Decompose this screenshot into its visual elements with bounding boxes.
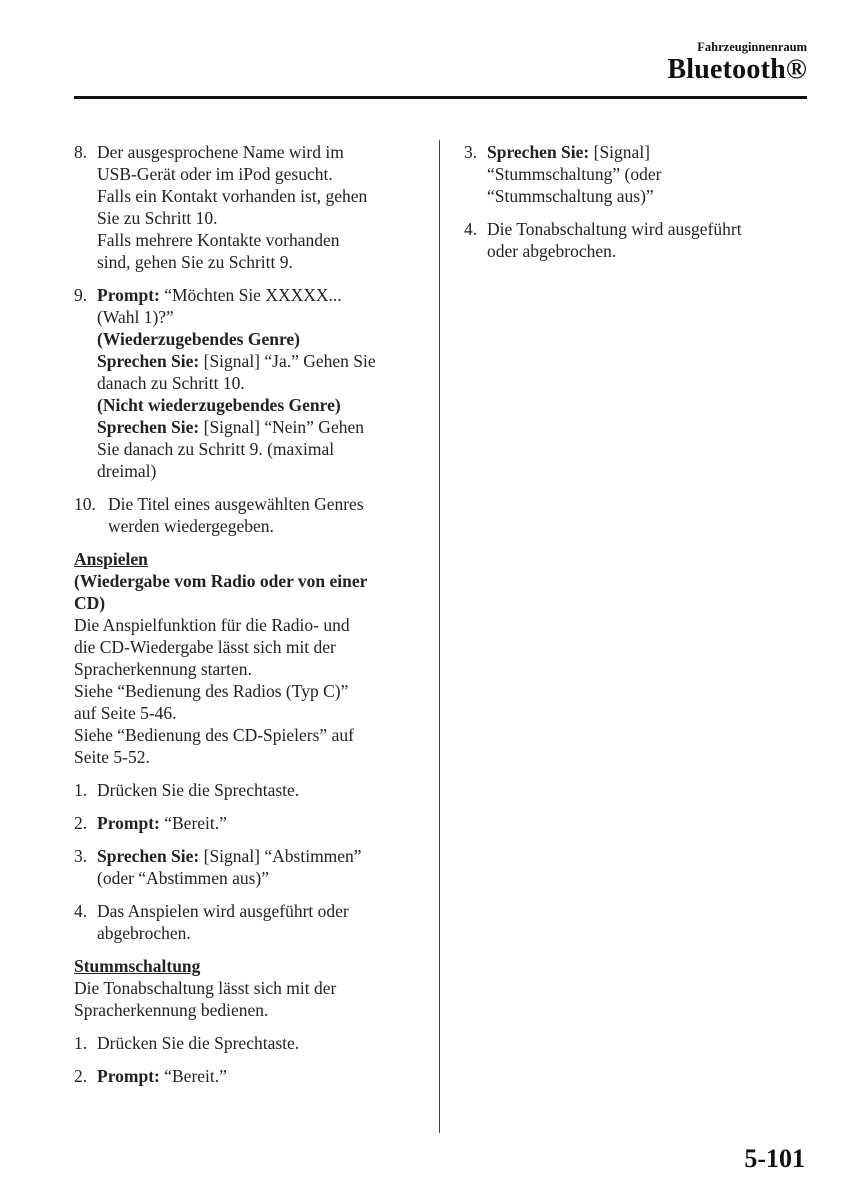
- subheading: (Wiedergabe vom Radio oder von einer: [74, 571, 368, 591]
- speak-text: dreimal): [97, 461, 157, 481]
- page-number: 5-101: [744, 1144, 805, 1173]
- right-column: [464, 141, 814, 273]
- item-text: Die Titel eines ausgewählten Genres: [108, 494, 364, 514]
- item-number: 2.: [74, 1066, 88, 1086]
- speak-label: Sprechen Sie:: [97, 351, 200, 371]
- speak-text: “Stummschaltung aus)”: [487, 186, 654, 206]
- prompt-label: Prompt:: [97, 813, 160, 833]
- item-text: abgebrochen.: [97, 923, 191, 943]
- paragraph-line: die CD-Wiedergabe lässt sich mit der: [74, 637, 336, 657]
- item-number: 2.: [74, 813, 88, 833]
- section-heading-anspielen: Anspielen: [74, 549, 148, 569]
- speak-text: [Signal] “Ja.” Gehen Sie: [199, 351, 376, 371]
- item-number: 10.: [74, 494, 96, 514]
- list-item: [74, 812, 419, 834]
- speak-text: [Signal]: [589, 142, 651, 162]
- paragraph-line: Spracherkennung starten.: [74, 659, 252, 679]
- item-number: 1.: [74, 1033, 88, 1053]
- prompt-text: “Möchten Sie XXXXX...: [159, 285, 342, 305]
- paragraph: [74, 977, 419, 1021]
- page-title: Bluetooth®: [667, 54, 807, 85]
- speak-text: “Stummschaltung” (oder: [487, 164, 662, 184]
- item-number: 3.: [74, 846, 88, 866]
- item-number: 4.: [74, 901, 88, 921]
- speak-label: Sprechen Sie:: [487, 142, 590, 162]
- section-label: Fahrzeuginnenraum: [697, 40, 807, 54]
- section-heading-stummschaltung: Stummschaltung: [74, 956, 201, 976]
- prompt-text: “Bereit.”: [159, 1066, 227, 1086]
- item-text: Drücken Sie die Sprechtaste.: [97, 1033, 300, 1053]
- paragraph-line: Siehe “Bedienung des Radios (Typ C)”: [74, 681, 349, 701]
- item-text: Der ausgesprochene Name wird im: [97, 142, 344, 162]
- list-item: [74, 845, 419, 889]
- paragraph-line: Spracherkennung bedienen.: [74, 1000, 269, 1020]
- item-number: 3.: [464, 142, 478, 162]
- prompt-label: Prompt:: [97, 285, 160, 305]
- item-number: 4.: [464, 219, 478, 239]
- item-text: Drücken Sie die Sprechtaste.: [97, 780, 300, 800]
- list-item: [74, 900, 419, 944]
- speak-text: (oder “Abstimmen aus)”: [97, 868, 270, 888]
- paragraph-line: auf Seite 5-46.: [74, 703, 177, 723]
- item-text: Falls ein Kontakt vorhanden ist, gehen: [97, 186, 368, 206]
- column-divider: [439, 140, 440, 1133]
- item-text: Falls mehrere Kontakte vorhanden: [97, 230, 340, 250]
- list-item: [464, 218, 814, 262]
- item-text: oder abgebrochen.: [487, 241, 617, 261]
- left-column: [74, 141, 419, 1098]
- list-item: [74, 1032, 419, 1054]
- subheading: CD): [74, 593, 106, 613]
- genre-noplay-label: (Nicht wiederzugebendes Genre): [97, 395, 341, 415]
- list-item-9: [74, 284, 419, 482]
- genre-play-label: (Wiederzugebendes Genre): [97, 329, 301, 349]
- list-item-10: [74, 493, 419, 537]
- item-number: 9.: [74, 285, 88, 305]
- paragraph-line: Die Tonabschaltung lässt sich mit der: [74, 978, 337, 998]
- paragraph: [74, 614, 419, 768]
- paragraph-line: Siehe “Bedienung des CD-Spielers” auf: [74, 725, 354, 745]
- item-text: werden wiedergegeben.: [108, 516, 274, 536]
- paragraph-line: Die Anspielfunktion für die Radio- und: [74, 615, 350, 635]
- speak-text: Sie danach zu Schritt 9. (maximal: [97, 439, 335, 459]
- speak-label: Sprechen Sie:: [97, 417, 200, 437]
- speak-text: [Signal] “Nein” Gehen: [199, 417, 364, 437]
- paragraph-line: Seite 5-52.: [74, 747, 150, 767]
- speak-text: danach zu Schritt 10.: [97, 373, 245, 393]
- list-item: [74, 779, 419, 801]
- speak-text: [Signal] “Abstimmen”: [199, 846, 362, 866]
- list-item-8: [74, 141, 419, 273]
- item-text: Das Anspielen wird ausgeführt oder: [97, 901, 349, 921]
- item-text: USB-Gerät oder im iPod gesucht.: [97, 164, 333, 184]
- item-number: 1.: [74, 780, 88, 800]
- item-text: Sie zu Schritt 10.: [97, 208, 218, 228]
- list-item: [74, 1065, 419, 1087]
- item-number: 8.: [74, 142, 88, 162]
- prompt-label: Prompt:: [97, 1066, 160, 1086]
- item-text: Die Tonabschaltung wird ausgeführt: [487, 219, 742, 239]
- speak-label: Sprechen Sie:: [97, 846, 200, 866]
- prompt-text: (Wahl 1)?”: [97, 307, 174, 327]
- header-rule: [74, 96, 807, 99]
- item-text: sind, gehen Sie zu Schritt 9.: [97, 252, 293, 272]
- prompt-text: “Bereit.”: [159, 813, 227, 833]
- list-item: [464, 141, 814, 207]
